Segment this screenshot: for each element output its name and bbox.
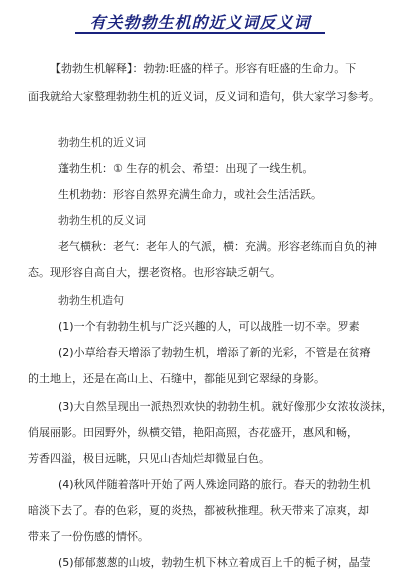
sentence-3-line-3: 芳香四溢，极目远眺，只见山杏灿烂却微显白色。 [28, 452, 270, 465]
sentence-5-line-1: (5)郁郁葱葱的山坡，勃勃生机下林立着成百上千的栀子树，晶莹 [58, 556, 371, 569]
synonym-item-2: 生机勃勃：形容自然界充满生命力，或社会生活活跃。 [58, 188, 322, 201]
sentence-1: (1)一个有勃勃生机与广泛兴趣的人，可以战胜一切不幸。罗素 [58, 320, 360, 333]
intro-line-1: 【勃勃生机解释】：勃勃:旺盛的样子。形容有旺盛的生命力。下 [50, 62, 357, 75]
intro-line-2: 面我就给大家整理勃勃生机的近义词，反义词和造句，供大家学习参考。 [28, 90, 380, 103]
sentence-3-line-2: 俏展丽影。田园野外，纵横交错，艳阳高照，杏花盛开，惠风和畅， [28, 426, 358, 439]
sentence-2-line-2: 的土地上，还是在高山上、石缝中，都能见到它翠绿的身影。 [28, 372, 325, 385]
sentence-4-line-1: (4)秋风伴随着落叶开始了两人殊途同路的旅行。春天的勃勃生机 [58, 478, 371, 491]
sentences-heading: 勃勃生机造句 [58, 294, 124, 307]
sentence-3-line-1: (3)大自然呈现出一派热烈欢快的勃勃生机。就好像那少女浓妆淡抹， [58, 400, 393, 413]
synonyms-heading: 勃勃生机的近义词 [58, 136, 146, 149]
antonyms-heading: 勃勃生机的反义词 [58, 214, 146, 227]
antonym-line-1: 老气横秋：老气：老年人的气派，横：充满。形容老练而自负的神 [58, 240, 377, 253]
sentence-4-line-3: 带来了一份伤感的情怀。 [28, 530, 149, 543]
sentence-4-line-2: 暗淡下去了。春的色彩，夏的炎热，都被秋推理。秋天带来了凉爽，却 [28, 504, 369, 517]
antonym-line-2: 态。现形容自高自大，摆老资格。也形容缺乏朝气。 [28, 266, 281, 279]
synonym-item-1: 蓬勃生机：① 生存的机会、希望：出现了一线生机。 [58, 162, 314, 175]
title-underline [75, 32, 325, 34]
sentence-2-line-1: (2)小草给春天增添了勃勃生机，增添了新的光彩，不管是在贫瘠 [58, 346, 371, 359]
page-title: 有关勃勃生机的近义词反义词 [89, 13, 311, 32]
